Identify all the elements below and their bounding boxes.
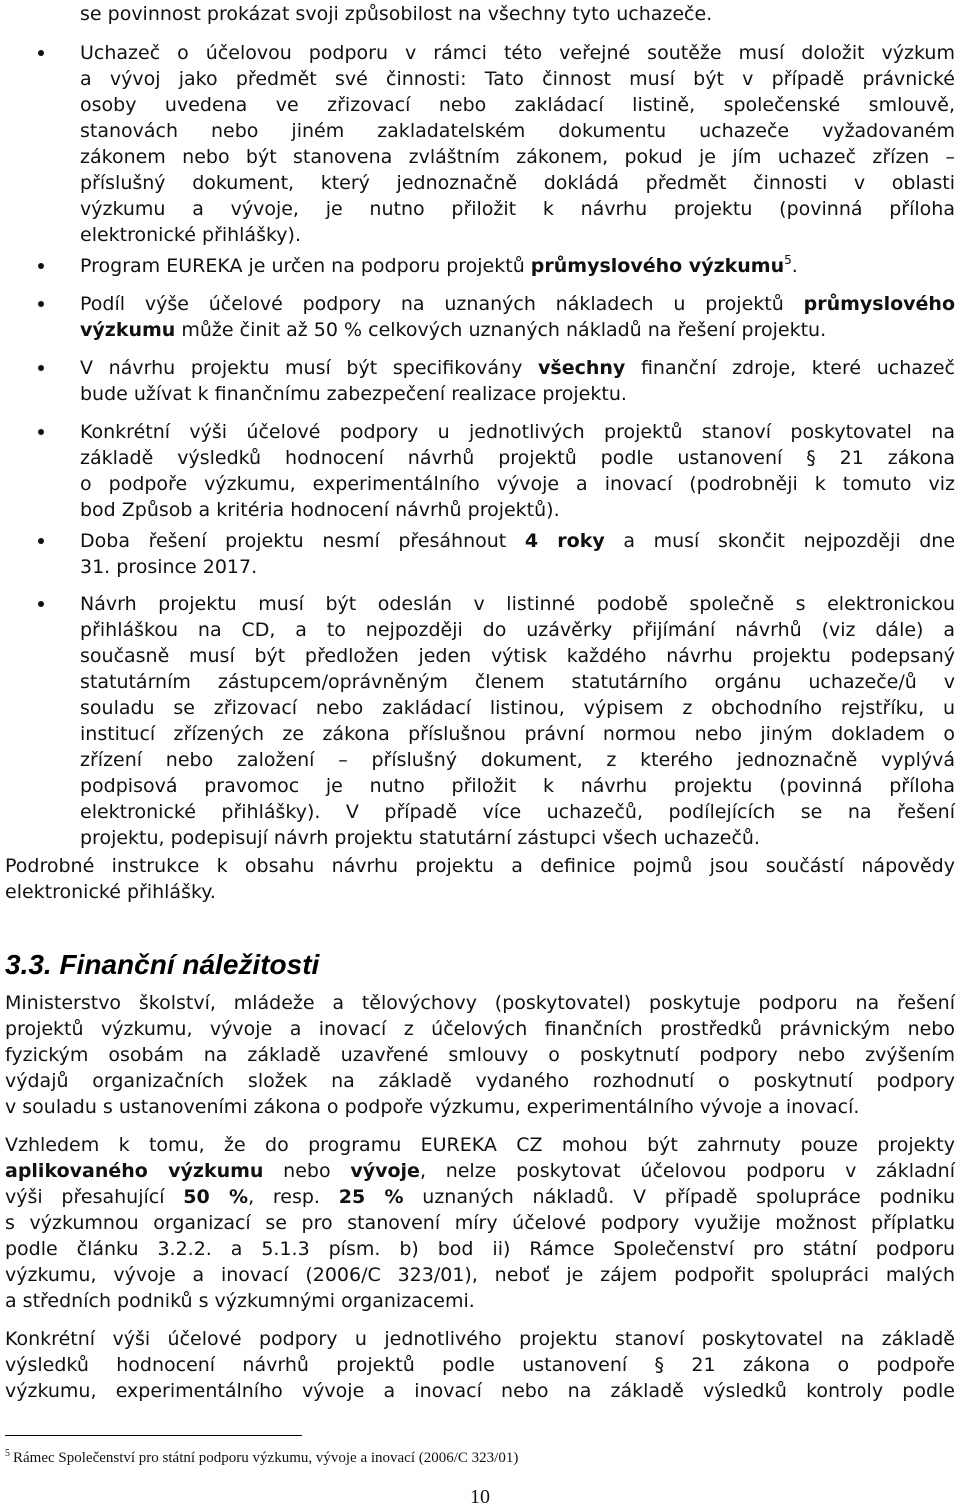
bold-text: 50 %: [183, 1186, 249, 1208]
bold-text: 4 roky: [524, 530, 605, 552]
text-run: podpisová pravomoc je nutno přiložit k návrhu projektu (povinná příloha: [80, 775, 955, 797]
text-line: [5, 1288, 955, 1314]
text-line: [5, 1068, 955, 1094]
text-line: [80, 196, 955, 222]
text-run: a vývoj jako předmět své činnosti: Tato činnost musí být v případě právnické: [80, 68, 955, 90]
section-heading: [5, 948, 960, 982]
bullet-icon: [38, 365, 44, 371]
body-paragraph: [5, 1326, 955, 1404]
text-line: [80, 445, 955, 471]
body-paragraph: [5, 1132, 955, 1314]
text-run: osoby uvedena ve zřizovací nebo zakládací listině, společenské smlouvě,: [80, 94, 955, 116]
list-item: [0, 291, 960, 343]
text-line: [5, 853, 955, 879]
text-run: s výzkumnou organizací se pro stanovení míry účelové podpory využije možnost příplatku: [5, 1212, 955, 1234]
text-line: [80, 355, 955, 381]
text-run: projektu, podepisují návrh projektu statutární zástupci všech uchazečů.: [80, 827, 760, 849]
text-run: Program EUREKA je určen na podporu projektů: [80, 255, 531, 277]
footnote-reference: 5: [784, 253, 792, 267]
text-run: 31. prosince 2017.: [80, 556, 258, 578]
list-item: [0, 253, 960, 279]
text-run: Konkrétní výši účelové podpory u jednotlivého projektu stanoví poskytovatel na základě: [5, 1328, 955, 1350]
list-item-text: [80, 591, 955, 851]
text-line: [80, 591, 955, 617]
text-run: elektronické přihlášky).: [80, 224, 301, 246]
text-line: [80, 497, 955, 523]
text-run: projektů výzkumu, vývoje a inovací z účelových finančních prostředků právnickým nebo: [5, 1018, 955, 1040]
text-line: [5, 1158, 955, 1184]
text-run: souladu se zřizovací nebo zakládací listinou, výpisem z obchodního rejstříku, u: [80, 697, 955, 719]
text-line: [80, 554, 955, 580]
text-run: zákonem nebo být stanovena zvláštním zákonem, pokud je jím uchazeč zřízen –: [80, 146, 955, 168]
section-number: 3.3.: [5, 949, 52, 980]
text-run: Ministerstvo školství, mládeže a tělovýchovy (poskytovatel) poskytuje podporu na řešení: [5, 992, 955, 1014]
text-run: výši přesahující: [5, 1186, 184, 1208]
text-run: Podrobné instrukce k obsahu návrhu projektu a definice pojmů jsou součástí nápovědy: [5, 855, 955, 877]
text-run: výzkumu, vývoje a inovací (2006/C 323/01), neboť je zájem podpořit spolupráci malých: [5, 1264, 955, 1286]
text-run: podle článku 3.2.2. a 5.1.3 písm. b) bod ii) Rámce Společenství pro státní podporu: [5, 1238, 955, 1260]
text-run: bude užívat k finančnímu zabezpečení realizace projektu.: [80, 383, 627, 405]
text-line: [80, 799, 955, 825]
list-item: [0, 419, 960, 523]
bullet-icon: [38, 538, 44, 544]
text-run: .: [791, 255, 798, 277]
text-line: [5, 1326, 955, 1352]
section-title: Finanční náležitosti: [59, 949, 320, 980]
text-line: [5, 1236, 955, 1262]
text-line: [80, 419, 955, 445]
text-line: [5, 1262, 955, 1288]
footnote-separator: [5, 1435, 302, 1436]
text-line: [80, 669, 955, 695]
text-run: výsledků hodnocení návrhů projektů podle ustanovení § 21 zákona o podpoře: [5, 1354, 955, 1376]
text-line: [80, 773, 955, 799]
text-run: Návrh projektu musí být odeslán v listinné podobě společně s elektronickou: [80, 593, 955, 615]
list-item: [0, 591, 960, 851]
text-line: [5, 990, 955, 1016]
text-run: , nelze poskytovat účelovou podporu v základní: [419, 1160, 955, 1182]
text-line: [80, 695, 955, 721]
bullet-icon: [38, 301, 44, 307]
text-run: , resp.: [248, 1186, 339, 1208]
bold-text: průmyslového: [803, 293, 955, 315]
text-run: příslušný dokument, který jednoznačně dokládá předmět činnosti v oblasti: [80, 172, 955, 194]
text-line: [80, 317, 955, 343]
text-run: Konkrétní výši účelové podpory u jednotlivých projektů stanoví poskytovatel na: [80, 421, 955, 443]
list-item-text: [80, 355, 955, 407]
text-line: [5, 1184, 955, 1210]
list-item: [0, 355, 960, 407]
bold-text: aplikovaného výzkumu: [5, 1160, 264, 1182]
text-line: [80, 66, 955, 92]
text-line: [80, 721, 955, 747]
instructions-paragraph: [5, 853, 955, 905]
text-run: přihláškou na CD, a to nejpozději do uzávěrky přijímání návrhů (viz dále) a: [80, 619, 955, 641]
page-body: [0, 1, 960, 1404]
text-run: může činit až 50 % celkových uznaných nákladů na řešení projektu.: [175, 319, 827, 341]
text-line: [5, 1016, 955, 1042]
bullet-icon: [38, 429, 44, 435]
text-line: [80, 747, 955, 773]
text-run: současně musí být předložen jeden výtisk každého návrhu projektu podepsaný: [80, 645, 955, 667]
text-run: se povinnost prokázat svoji způsobilost na všechny tyto uchazeče.: [80, 3, 713, 25]
text-run: o podpoře výzkumu, experimentálního vývoje a inovací (podrobněji k tomuto viz: [80, 473, 955, 495]
text-run: základě výsledků hodnocení návrhů projektů podle ustanovení § 21 zákona: [80, 447, 955, 469]
bold-text: vývoje: [350, 1160, 420, 1182]
text-line: [80, 92, 955, 118]
text-line: [80, 617, 955, 643]
list-item: [0, 528, 960, 580]
text-run: zřízení nebo založení – příslušný dokument, z kterého jednoznačně vyplývá: [80, 749, 955, 771]
text-run: Podíl výše účelové podpory na uznaných nákladech u projektů: [80, 293, 804, 315]
text-run: elektronické přihlášky.: [5, 881, 216, 903]
text-run: výdajů organizačních složek na základě vydaného rozhodnutí o poskytnutí podpory: [5, 1070, 955, 1092]
text-line: [80, 144, 955, 170]
text-run: fyzickým osobám na základě uzavřené smlouvy o poskytnutí podpory nebo zvýšením: [5, 1044, 955, 1066]
text-line: [80, 643, 955, 669]
text-line: [80, 40, 955, 66]
text-line: [5, 1378, 955, 1404]
text-line: [80, 118, 955, 144]
text-line: [80, 381, 955, 407]
text-line: [80, 291, 955, 317]
list-item-text: [80, 40, 955, 248]
text-line: [5, 1132, 955, 1158]
bullet-icon: [38, 50, 44, 56]
list-item-text: [80, 291, 955, 343]
text-run: bod Způsob a kritéria hodnocení návrhů projektů).: [80, 499, 560, 521]
text-line: [5, 1042, 955, 1068]
bold-text: všechny: [538, 357, 626, 379]
text-run: v souladu s ustanoveními zákona o podpoře výzkumu, experimentálního vývoje a inovací.: [5, 1096, 860, 1118]
footnote: [5, 1449, 518, 1469]
text-run: uznaných nákladů. V případě spolupráce podniku: [403, 1186, 955, 1208]
text-run: Vzhledem k tomu, že do programu EUREKA CZ mohou být zahrnuty pouze projekty: [5, 1134, 955, 1156]
text-line: [5, 879, 955, 905]
text-line: [80, 222, 955, 248]
text-run: Doba řešení projektu nesmí přesáhnout: [80, 530, 525, 552]
text-run: výzkumu, experimentálního vývoje a inovací nebo na základě výsledků kontroly podle: [5, 1380, 955, 1402]
page-number: 10: [470, 1486, 490, 1508]
text-run: výzkumu a vývoje, je nutno přiložit k návrhu projektu (povinná příloha: [80, 198, 955, 220]
bullet-icon: [38, 263, 44, 269]
list-item-text: [80, 253, 955, 279]
text-line: [80, 825, 955, 851]
text-run: nebo: [263, 1160, 351, 1182]
text-line: [5, 1210, 955, 1236]
text-line: [5, 1352, 955, 1378]
bold-text: 25 %: [338, 1186, 404, 1208]
text-line: [80, 471, 955, 497]
footnote-text: Rámec Společenství pro státní podporu výzkumu, vývoje a inovací (2006/C 323/01): [13, 1450, 519, 1466]
text-line: [5, 1094, 955, 1120]
text-line: [80, 170, 955, 196]
text-run: a musí skončit nejpozději dne: [604, 530, 956, 552]
text-run: a středních podniků s výzkumnými organizacemi.: [5, 1290, 475, 1312]
text-line: [80, 528, 955, 554]
text-line: [80, 1, 955, 27]
body-paragraph: [5, 990, 955, 1120]
text-line: [80, 253, 955, 279]
text-run: institucí zřízených ze zákona příslušnou právní normou nebo jiným dokladem o: [80, 723, 955, 745]
requirements-list: [0, 40, 960, 851]
continuation-text: [80, 1, 955, 27]
text-run: finanční zdroje, které uchazeč: [625, 357, 955, 379]
footnote-marker: 5: [5, 1448, 10, 1459]
text-run: elektronické přihlášky). V případě více uchazečů, podílejících se na řešení: [80, 801, 955, 823]
list-item-text: [80, 528, 955, 580]
bold-text: výzkumu: [80, 319, 176, 341]
list-item: [0, 40, 960, 248]
text-run: Uchazeč o účelovou podporu v rámci této veřejné soutěže musí doložit výzkum: [80, 42, 955, 64]
bullet-icon: [38, 601, 44, 607]
text-run: statutárním zástupcem/oprávněným členem statutárního orgánu uchazeče/ů v: [80, 671, 955, 693]
text-run: V návrhu projektu musí být specifikovány: [80, 357, 538, 379]
list-item-text: [80, 419, 955, 523]
bold-text: průmyslového výzkumu: [530, 255, 785, 277]
text-run: stanovách nebo jiném zakladatelském dokumentu uchazeče vyžadovaném: [80, 120, 955, 142]
